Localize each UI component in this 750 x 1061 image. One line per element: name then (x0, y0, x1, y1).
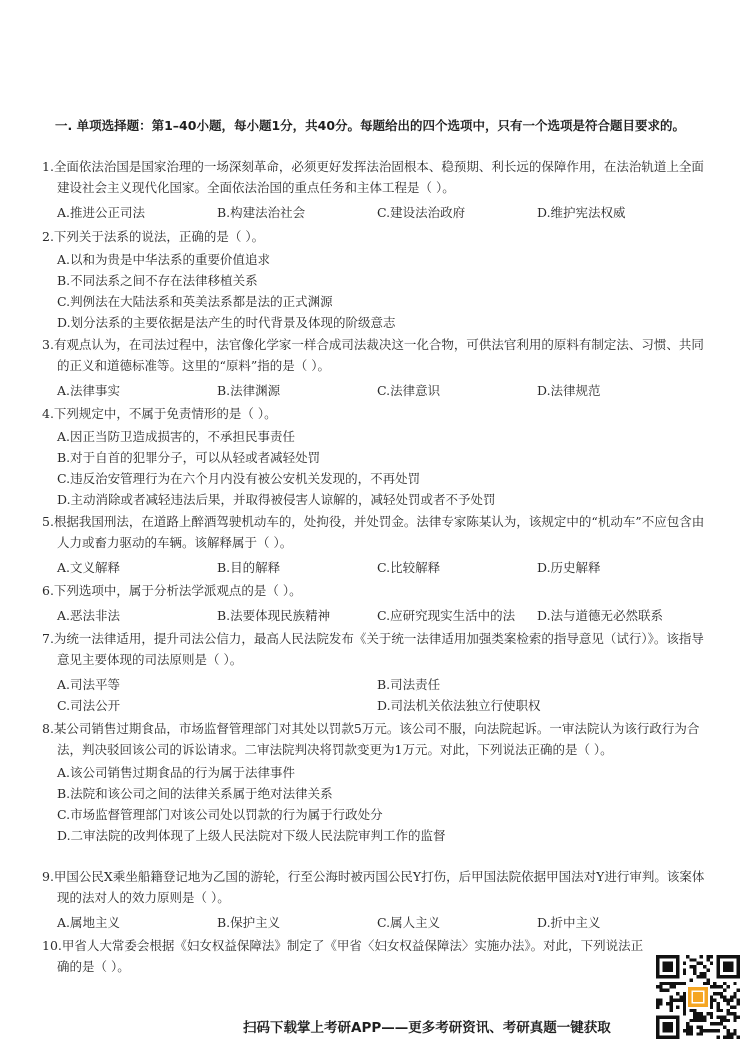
option-b: B.构建法治社会 (217, 205, 306, 220)
option-b: B.目的解释 (217, 560, 281, 575)
question-3 (42, 334, 710, 401)
question-4 (42, 403, 710, 510)
option-c: C.应研究现实生活中的法 (377, 608, 516, 623)
question-stem: 4.下列规定中，不属于免责情形的是（ ）。 (42, 406, 277, 421)
options (42, 557, 710, 578)
option-c: C.法律意识 (377, 383, 441, 398)
question-stem: 9.甲国公民X乘坐船籍登记地为乙国的游轮，行至公海时被丙国公民Y打伤，后甲国法院依据甲国法对Y进行审判。该案体现的法对人的效力原则是（ ）。 (42, 869, 705, 905)
option-d: D.法与道德无必然联系 (537, 608, 664, 623)
option-a: A.恶法非法 (57, 608, 121, 623)
question-2 (42, 226, 710, 333)
options (42, 249, 710, 333)
options (42, 426, 710, 510)
options (42, 674, 710, 716)
option-c: C.违反治安管理行为在六个月内没有被公安机关发现的，不再处罚 (57, 471, 421, 486)
option-d: D.二审法院的改判体现了上级人民法院对下级人民法院审判工作的监督 (57, 828, 446, 843)
question-stem: 10.甲省人大常委会根据《妇女权益保障法》制定了《甲省〈妇女权益保障法〉实施办法》。对此，下列说法正确的是（ ）。 (42, 938, 644, 974)
option-a: A.司法平等 (57, 677, 121, 692)
option-b: B.法要体现民族精神 (217, 608, 331, 623)
question-7 (42, 628, 710, 716)
question-stem: 2.下列关于法系的说法，正确的是（ ）。 (42, 229, 265, 244)
options (42, 605, 710, 626)
option-a: A.推进公正司法 (57, 205, 146, 220)
qr-code-icon[interactable] (656, 955, 740, 1039)
option-a: A.属地主义 (57, 915, 121, 930)
question-stem: 5.根据我国刑法，在道路上醉酒驾驶机动车的，处拘役，并处罚金。法律专家陈某认为，该规定中的“机动车”不应包含由人力或畜力驱动的车辆。该解释属于（ ）。 (42, 514, 705, 550)
option-c: C.司法公开 (57, 698, 121, 713)
question-5 (42, 511, 710, 578)
options (42, 380, 710, 401)
option-b: B.法院和该公司之间的法律关系属于绝对法律关系 (57, 786, 333, 801)
options (42, 202, 710, 223)
option-b: B.不同法系之间不存在法律移植关系 (57, 273, 258, 288)
option-b: B.司法责任 (377, 677, 441, 692)
question-stem: 1.全面依法治国是国家治理的一场深刻革命，必须更好发挥法治固根本、稳预期、利长远的保障作用，在法治轨道上全面建设社会主义现代化国家。全面依法治国的重点任务和主体工程是（ ）。 (42, 159, 704, 195)
option-b: B.法律渊源 (217, 383, 281, 398)
question-stem: 7.为统一法律适用，提升司法公信力，最高人民法院发布《关于统一法律适用加强类案检索的指导意见（试行）》。该指导意见主要体现的司法原则是（ ）。 (42, 631, 704, 667)
section-title: 一. 单项选择题：第1–40小题，每小题1分，共40分。每题给出的四个选项中，只有一个选项是符合题目要求的。 (55, 118, 686, 133)
question-8 (42, 718, 710, 846)
option-a: A.法律事实 (57, 383, 121, 398)
question-9 (42, 866, 710, 933)
option-d: D.司法机关依法独立行使职权 (377, 698, 541, 713)
option-d: D.历史解释 (537, 560, 601, 575)
option-d: D.折中主义 (537, 915, 601, 930)
option-d: D.法律规范 (537, 383, 601, 398)
option-a: A.该公司销售过期食品的行为属于法律事件 (57, 765, 296, 780)
question-10 (42, 935, 652, 977)
question-6 (42, 580, 710, 626)
option-b: B.保护主义 (217, 915, 281, 930)
question-stem: 6.下列选项中，属于分析法学派观点的是（ ）。 (42, 583, 302, 598)
question-1 (42, 156, 710, 223)
option-c: C.属人主义 (377, 915, 441, 930)
option-d: D.划分法系的主要依据是法产生的时代背景及体现的阶级意志 (57, 315, 396, 330)
option-d: D.主动消除或者减轻违法后果，并取得被侵害人谅解的，减轻处罚或者不予处罚 (57, 492, 496, 507)
options (42, 912, 710, 933)
option-a: A.文义解释 (57, 560, 121, 575)
option-c: C.比较解释 (377, 560, 441, 575)
footer-promo-text: 扫码下载掌上考研APP——更多考研资讯、考研真题一键获取 (243, 1020, 611, 1036)
option-a: A.以和为贵是中华法系的重要价值追求 (57, 252, 271, 267)
question-stem: 8.某公司销售过期食品，市场监督管理部门对其处以罚款5万元。该公司不服，向法院起诉。一审法院认为该行政行为合法，判决驳回该公司的诉讼请求。二审法院判决将罚款变更为1万元。对此，下列说法正确的是（ ）。 (42, 721, 700, 757)
option-d: D.维护宪法权威 (537, 205, 626, 220)
question-stem: 3.有观点认为，在司法过程中，法官像化学家一样合成司法裁决这一化合物，可供法官利用的原料有制定法、习惯、共同的正义和道德标准等。这里的“原料”指的是（ ）。 (42, 337, 704, 373)
option-c: C.建设法治政府 (377, 205, 466, 220)
option-c: C.市场监督管理部门对该公司处以罚款的行为属于行政处分 (57, 807, 383, 822)
option-a: A.因正当防卫造成损害的，不承担民事责任 (57, 429, 296, 444)
options (42, 762, 710, 846)
option-c: C.判例法在大陆法系和英美法系都是法的正式渊源 (57, 294, 333, 309)
option-b: B.对于自首的犯罪分子，可以从轻或者减轻处罚 (57, 450, 321, 465)
